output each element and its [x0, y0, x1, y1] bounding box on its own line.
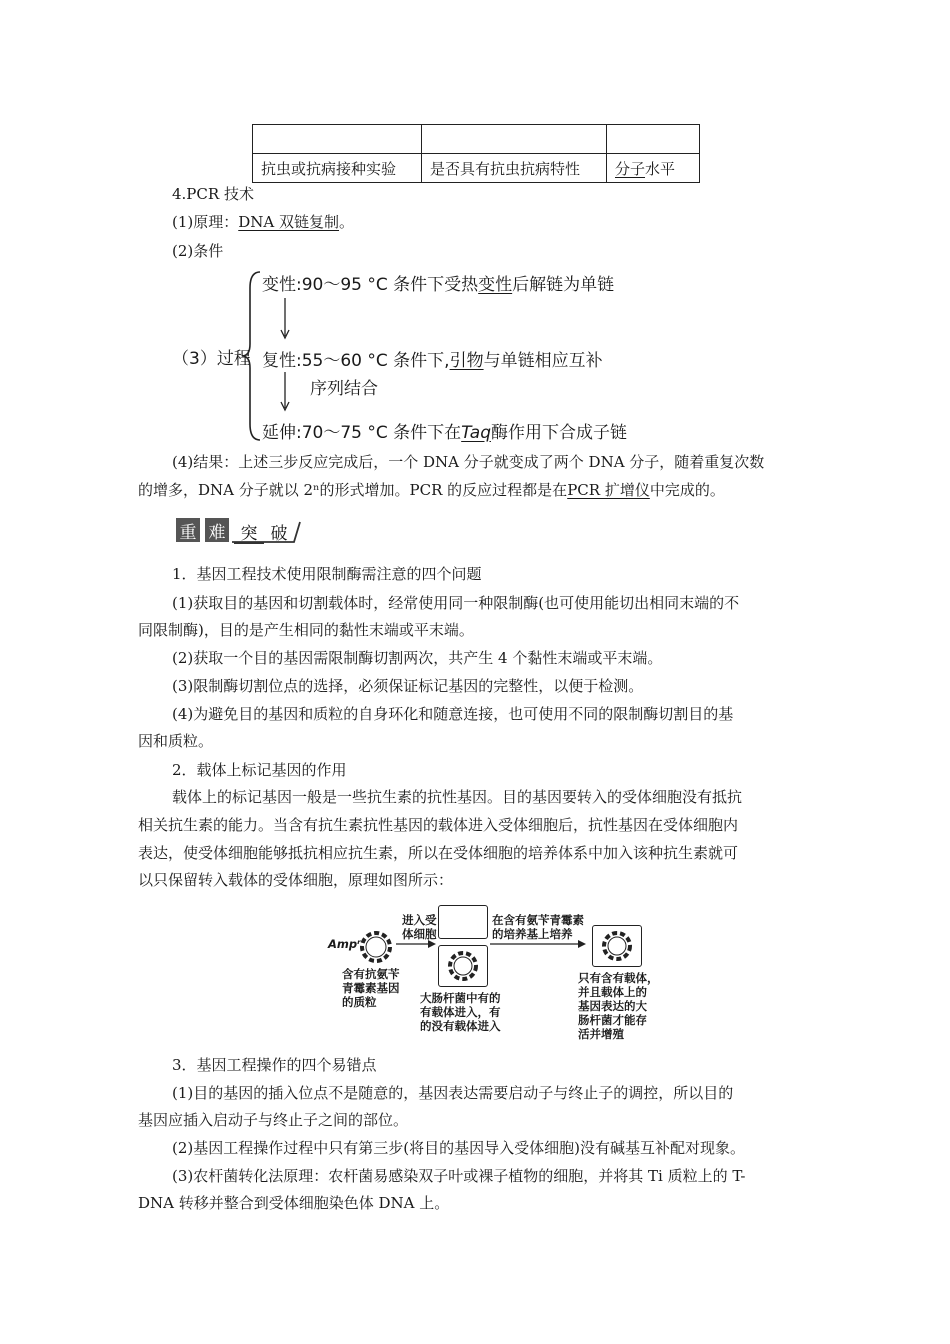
result-caption: 基因表达的大: [578, 999, 647, 1013]
result-caption: 肠杆菌才能存: [578, 1013, 647, 1027]
arrow-label: 在含有氨苄青霉素: [492, 913, 584, 927]
pcr-heading: 4.PCR 技术: [172, 185, 254, 203]
section-badge-char: 重: [176, 518, 200, 542]
cell-with-plasmid-box: [438, 945, 488, 987]
pcr-result-cont: 的增多，DNA 分子就以 2ⁿ的形式增加。PCR 的反应过程都是在PCR 扩增仪中完成的。: [138, 481, 725, 499]
arrow-down-icon: [278, 298, 292, 340]
amp-label: Ampʳ: [328, 937, 361, 951]
step-extend: 延伸:70～75 °C 条件下在Taq酶作用下合成子链: [262, 423, 627, 443]
s1-line: (1)获取目的基因和切割载体时，经常使用同一种限制酶(也可使用能切出相同末端的不: [172, 594, 740, 612]
table-cell: 是否具有抗虫抗病特性: [422, 154, 607, 183]
plasmid-caption: 的质粒: [342, 995, 377, 1009]
s1-line: (2)获取一个目的基因需限制酶切割两次，共产生 4 个黏性末端或平末端。: [172, 649, 663, 667]
arrow-right-icon: [490, 939, 590, 949]
step-anneal-cont: 序列结合: [310, 379, 378, 399]
pcr-result: (4)结果：上述三步反应完成后，一个 DNA 分子就变成了两个 DNA 分子，随着重复次数: [172, 453, 765, 471]
trait-table: [252, 124, 700, 183]
result-caption: 活并增殖: [578, 1027, 624, 1041]
pcr-conditions: (2)条件: [172, 242, 224, 260]
s3-title: 3．基因工程操作的四个易错点: [172, 1056, 377, 1074]
plasmid-caption: 含有抗氨苄: [342, 967, 400, 981]
arrow-label: 的培养基上培养: [492, 927, 573, 941]
pcr-principle: (1)原理：DNA 双链复制。: [172, 213, 355, 231]
section-badge-char: 难: [205, 518, 229, 542]
s3-line: 基因应插入启动子与终止子之间的部位。: [138, 1111, 409, 1129]
selection-diagram: [320, 905, 660, 1045]
plasmid-caption: 青霉素基因: [342, 981, 400, 995]
arrow-right-icon: [396, 939, 438, 949]
arrow-label: 体细胞: [402, 927, 437, 941]
s3-line: (2)基因工程操作过程中只有第三步(将目的基因导入受体细胞)没有碱基互补配对现象。: [172, 1139, 745, 1157]
plasmid-icon: [593, 926, 641, 966]
ecoli-caption: 有载体进入，有: [420, 1005, 501, 1019]
plasmid-icon: [358, 929, 394, 965]
badge-underline: [230, 520, 302, 546]
s2-line: 以只保留转入载体的受体细胞，原理如图所示：: [138, 871, 454, 889]
arrow-down-icon: [278, 372, 292, 414]
table-cell: [253, 125, 422, 154]
section-badge-char: 突: [234, 520, 264, 544]
plasmid-icon: [439, 946, 487, 986]
s1-line: 同限制酶)，目的是产生相同的黏性末端或平末端。: [138, 621, 474, 639]
ecoli-caption: 的没有载体进入: [420, 1019, 501, 1033]
s2-line: 载体上的标记基因一般是一些抗生素的抗性基因。目的基因要转入的受体细胞没有抵抗: [172, 788, 743, 806]
process-label: （3）过程: [172, 349, 251, 369]
s3-line: (1)目的基因的插入位点不是随意的，基因表达需要启动子与终止子的调控，所以目的: [172, 1084, 734, 1102]
surviving-cell-box: [592, 925, 642, 967]
s2-line: 表达，使受体细胞能够抵抗相应抗生素，所以在受体细胞的培养体系中加入该种抗生素就可: [138, 844, 739, 862]
s2-title: 2．载体上标记基因的作用: [172, 761, 347, 779]
step-anneal: 复性:55～60 °C 条件下,引物与单链相应互补: [262, 351, 603, 371]
s3-line: DNA 转移并整合到受体细胞染色体 DNA 上。: [138, 1194, 450, 1212]
table-cell: [422, 125, 607, 154]
arrow-label: 进入受: [402, 913, 437, 927]
s1-line: (4)为避免目的基因和质粒的自身环化和随意连接，也可使用不同的限制酶切割目的基: [172, 705, 734, 723]
s1-line: 因和质粒。: [138, 732, 214, 750]
step-denature: 变性:90～95 °C 条件下受热变性后解链为单链: [262, 275, 615, 295]
table-cell: 分子水平: [607, 154, 700, 183]
ecoli-caption: 大肠杆菌中有的: [420, 991, 501, 1005]
s2-line: 相关抗生素的能力。当含有抗生素抗性基因的载体进入受体细胞后，抗性基因在受体细胞内: [138, 816, 739, 834]
s3-line: (3)农杆菌转化法原理：农杆菌易感染双子叶或裸子植物的细胞，并将其 Ti 质粒上的 T-: [172, 1167, 746, 1185]
s1-line: (3)限制酶切割位点的选择，必须保证标记基因的完整性，以便于检测。: [172, 677, 644, 695]
result-caption: 只有含有载体，: [578, 971, 659, 985]
section-badge-char: 破: [270, 523, 288, 544]
s1-title: 1．基因工程技术使用限制酶需注意的四个问题: [172, 565, 482, 583]
table-cell: 抗虫或抗病接种实验: [253, 154, 422, 183]
table-cell: [607, 125, 700, 154]
empty-cell-box: [438, 905, 488, 939]
result-caption: 并且载体上的: [578, 985, 647, 999]
